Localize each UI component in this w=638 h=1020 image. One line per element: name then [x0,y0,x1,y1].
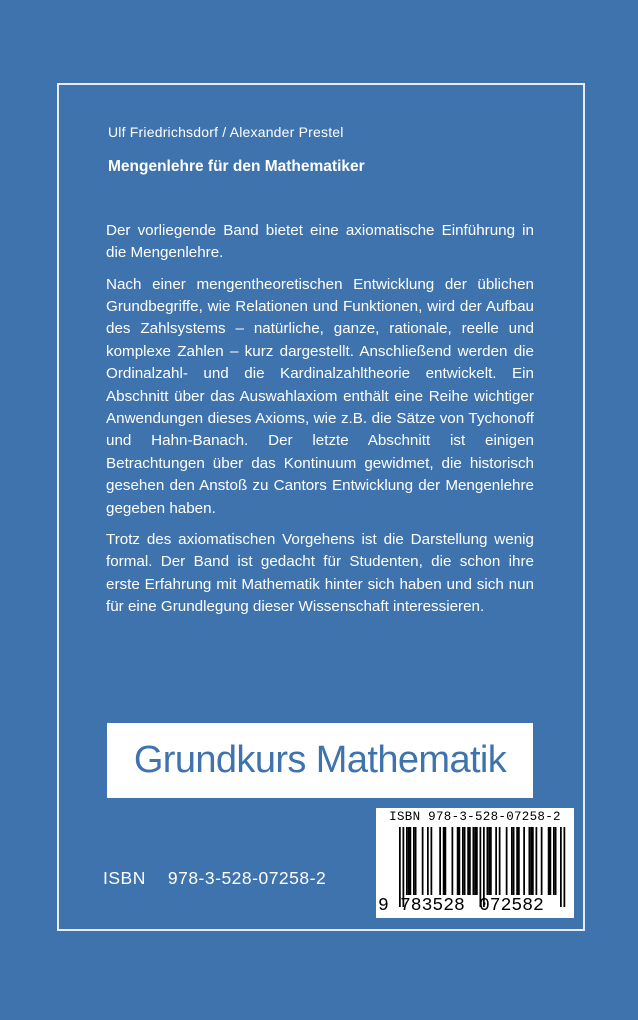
barcode-bar [408,827,410,895]
barcode-bar [452,827,454,895]
isbn-label: ISBN [103,868,146,888]
barcode-bar [476,827,478,895]
barcode-bar [487,827,489,895]
barcode-bar [518,827,520,895]
barcode-bar [495,827,497,895]
barcode-bar [480,827,482,907]
barcode-bar [410,827,412,895]
barcode-bar [413,827,415,895]
isbn-text [103,868,326,889]
barcode-bar [499,827,501,895]
authors: Ulf Friedrichsdorf / Alexander Prestel [108,124,344,140]
barcode-bar [555,827,557,895]
blurb-paragraph-2: Nach einer mengentheoretischen Entwicklung der üblichen Grundbegriffe, wie Relationen und Funktionen, wird der Aufbau des Zahlsystems – natürliche, ganze, rationale, reelle und komplexe Zahlen – kurz dargestellt. Anschließend werden die Ordinalzahl- und die Kardinalzahltheorie entwickelt. Ein Abschnitt über das Auswahlaxiom enthält eine Reihe wichtiger Anwendungen dieses Axioms, wie z.B. die Sätze von Tychonoff und Hahn-Banach. Der letzte Abschnitt ist einigen Betrachtungen über das Kontinuum gewidmet, die historisch gesehen den Anstoß zu Cantors Entwicklung der Mengenlehre gegeben haben. [106,275,534,517]
blurb-paragraph-3: Trotz des axiomatischen Vorgehens ist die Darstellung wenig formal. Der Band ist gedacht für Studenten, die schon ihre erste Erfahrung mit Mathematik hinter sich haben und sich nun für eine Grundlegung dieser Wissenschaft interessieren. [106,530,534,616]
barcode-bar [427,827,429,895]
barcode-bar [473,827,475,895]
barcode-bar [431,827,433,895]
barcode-bar [443,827,445,895]
barcode-bar [462,827,464,895]
barcode-bar [511,827,513,895]
barcode-bar [469,827,471,895]
barcode-bar [513,827,515,895]
barcode-bar [483,827,485,907]
barcode-bar [530,827,532,895]
isbn-number: 978-3-528-07258-2 [167,868,327,888]
barcode-bar [457,827,459,895]
barcode-bar [467,827,469,895]
barcode-bar [399,827,401,907]
barcode-bar [536,827,538,895]
barcode-bar [403,827,405,907]
barcode-bar [564,827,566,907]
barcode-bar [553,827,555,895]
barcode-bar [560,827,562,907]
barcode-bar [490,827,492,895]
barcode-bar [529,827,531,895]
series-banner: Grundkurs Mathematik [107,723,533,798]
barcode-right-group: 072582 [479,896,544,916]
blurb [106,220,534,627]
barcode-first-digit: 9 [378,896,389,916]
barcode-isbn-text: ISBN 978-3-528-07258-2 [389,810,561,824]
barcode-bar [523,827,525,895]
barcode-bar [415,827,417,895]
book-title: Mengenlehre für den Mathematiker [108,158,365,175]
barcode-bar [406,827,408,895]
barcode-bar [541,827,543,895]
barcode-bar [548,827,550,895]
barcode-left-group: 783528 [400,896,465,916]
barcode-bar [532,827,534,895]
barcode-bar [474,827,476,895]
barcode-bar [506,827,508,895]
barcode-bar [459,827,461,895]
barcode [376,808,574,918]
barcode-bar [516,827,518,895]
barcode-bar [464,827,466,895]
barcode-bar [422,827,424,895]
barcode-bar [488,827,490,895]
barcode-bar [445,827,447,895]
barcode-bar [439,827,441,895]
blurb-paragraph-1: Der vorliegende Band bietet eine axiomatische Einführung in die Mengenlehre. [106,222,534,262]
barcode-bar [550,827,552,895]
